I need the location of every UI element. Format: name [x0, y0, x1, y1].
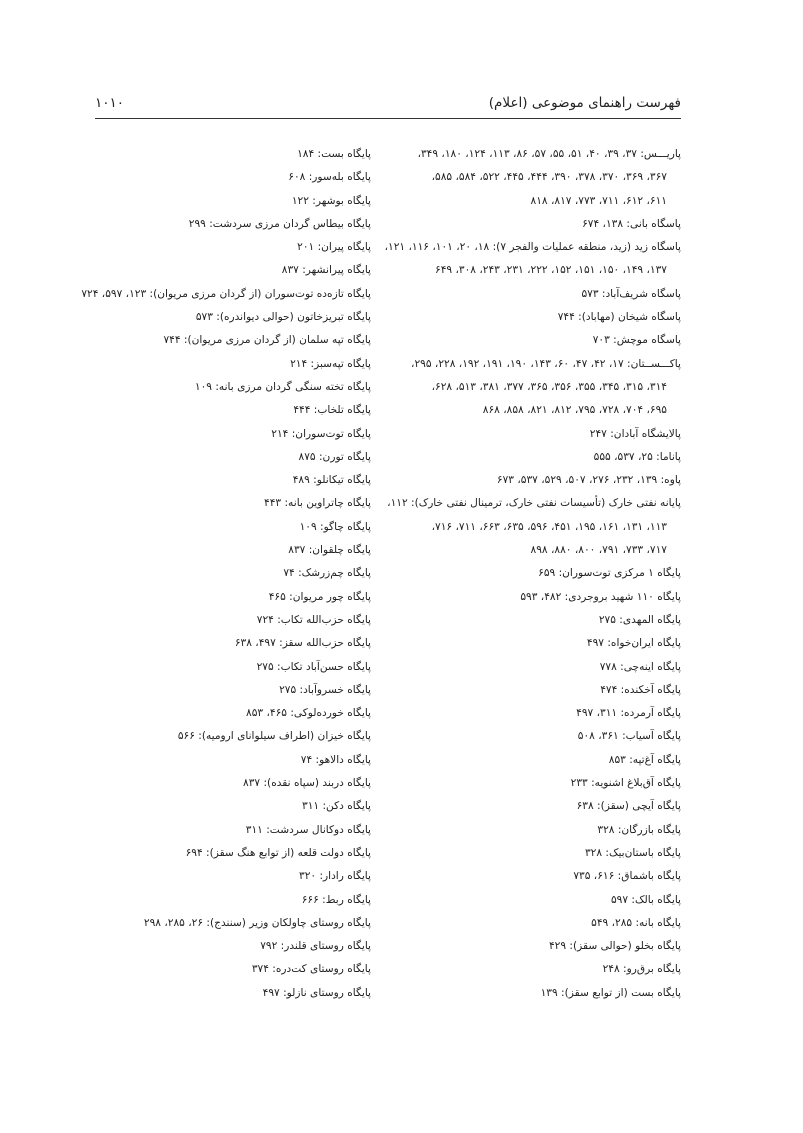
index-entry-line: پایگاه تازه‌ده توت‌سوران (از گردان مرزی مریوان): ۱۲۳، ۵۹۷، ۷۲۴: [81, 287, 371, 300]
index-entry-line: پایگاه باشماق: ۶۱۶، ۷۳۵: [573, 870, 681, 883]
index-entry-line: پایگاه توت‌سوران: ۲۱۴: [271, 427, 371, 440]
index-entry-line: پایگاه روستای چاولکان وزیر (سنندج): ۲۶، ۲۸۵، ۲۹۸: [143, 916, 371, 929]
index-entry-line: پایگاه تپه سلمان (از گردان مرزی مریوان): ۷۴۴: [163, 334, 371, 347]
index-entry: [51, 423, 371, 446]
index-entry: [381, 958, 681, 981]
index-entry: [51, 376, 371, 399]
index-entry-line: پایگاه خورده‌لوکی: ۴۶۵، ۸۵۳: [246, 707, 371, 720]
index-entry-line: پاوه: ۱۳۹، ۲۳۲، ۲۷۶، ۵۰۷، ۵۲۹، ۵۳۷، ۶۷۳: [496, 474, 681, 487]
index-entry-line: پایگاه بخلو (حوالی سقز): ۴۲۹: [548, 940, 681, 953]
index-entry-line: پایگاه تبریزخاتون (حوالی دیواندره): ۵۷۳: [195, 311, 371, 324]
index-entry-line: ۱۳۷، ۱۴۹، ۱۵۰، ۱۵۱، ۱۵۲، ۲۲۲، ۲۳۱، ۲۴۳، ۳۰۸، ۶۴۹: [435, 264, 667, 277]
index-entry: [381, 562, 681, 585]
index-entry-line: پایگاه بوشهر: ۱۲۲: [291, 194, 371, 207]
index-entry-line: پایگاه روستای نازلو: ۴۹۷: [262, 986, 371, 999]
index-entry-line: پالایشگاه آبادان: ۲۴۷: [589, 427, 681, 440]
index-entry: [51, 656, 371, 679]
index-entry-line: پایگاه دولت قلعه (از توابع هنگ سقز): ۶۹۴: [185, 846, 371, 859]
index-entry-line: پاسگاه زید (زید، منطقه عملیات والفجر ۷): ۱۸، ۲۰، ۱۰۱، ۱۱۶، ۱۲۱،: [384, 241, 681, 254]
index-entry: [381, 795, 681, 818]
index-entry: [51, 213, 371, 236]
index-entry: [381, 283, 681, 306]
index-entry-line: پاسگاه بانی: ۱۳۸، ۶۷۴: [582, 217, 681, 230]
index-entry: [51, 446, 371, 469]
index-entry: [381, 935, 681, 958]
index-entry-line: پایگاه تخته سنگی گردان مرزی بانه: ۱۰۹: [194, 380, 371, 393]
index-entry: [381, 982, 681, 1005]
index-entry-line: پاسگاه موچش: ۷۰۳: [592, 334, 681, 347]
index-column-left: [51, 143, 371, 1005]
index-entry: [51, 982, 371, 1005]
index-entry: [51, 749, 371, 772]
index-entry-line: پایگاه چور مریوان: ۴۶۵: [268, 590, 371, 603]
index-entry: [381, 492, 681, 562]
index-entry: [51, 865, 371, 888]
index-entry-line: پایگاه آرمرده: ۳۱۱، ۴۹۷: [576, 707, 681, 720]
index-entry: [51, 795, 371, 818]
index-entry-line: پایگاه دالاهو: ۷۴: [300, 753, 371, 766]
index-entry: [381, 679, 681, 702]
index-entry: [381, 725, 681, 748]
index-entry-line: پایگاه ایران‌خواه: ۴۹۷: [586, 637, 681, 650]
header-title: فهرست راهنمای موضوعی (اعلام): [488, 95, 681, 111]
index-entry-line: پایگاه حزب‌الله تکاب: ۷۲۴: [256, 613, 371, 626]
index-entry-line: ۶۱۱، ۶۱۲، ۷۱۱، ۷۷۳، ۸۱۷، ۸۱۸: [530, 194, 667, 207]
index-entry: [381, 213, 681, 236]
index-entry: [51, 632, 371, 655]
index-entry: [381, 469, 681, 492]
index-entry: [51, 772, 371, 795]
index-entry: [381, 889, 681, 912]
index-entry: [51, 190, 371, 213]
index-entry-line: پایگاه تپه‌سبز: ۲۱۴: [290, 357, 371, 370]
index-entry-line: پایگاه المهدی: ۲۷۵: [598, 613, 681, 626]
index-entry-line: پاکـــســتان: ۱۷، ۴۲، ۴۷، ۶۰، ۱۴۳، ۱۹۰، ۱۹۱، ۱۹۲، ۲۲۸، ۲۹۵،: [411, 357, 681, 370]
index-entry: [51, 353, 371, 376]
running-header: [95, 94, 681, 119]
index-entry: [51, 166, 371, 189]
index-entry-line: پایگاه چم‌زرشک: ۷۴: [283, 567, 371, 580]
index-entry-line: پایگاه خسروآباد: ۲۷۵: [279, 683, 371, 696]
index-entry: [51, 702, 371, 725]
index-entry: [51, 329, 371, 352]
index-entry-line: پایگاه پیران: ۲۰۱: [297, 241, 371, 254]
index-entry-line: پایگاه حزب‌الله سقز: ۴۹۷، ۶۳۸: [234, 637, 371, 650]
index-entry-line: پایگاه چلقوان: ۸۳۷: [288, 544, 371, 557]
index-entry: [51, 399, 371, 422]
index-entry-line: ۱۱۳، ۱۳۱، ۱۶۱، ۱۹۵، ۴۵۱، ۵۹۶، ۶۳۵، ۶۶۳، ۷۱۱، ۷۱۶،: [431, 520, 667, 533]
index-entry: [381, 143, 681, 213]
index-entry: [381, 353, 681, 423]
index-entry-line: پایگاه ۱ مرکزی توت‌سوران: ۶۵۹: [538, 567, 681, 580]
index-entry-line: پاسگاه شریف‌آباد: ۵۷۳: [581, 287, 681, 300]
index-entry: [381, 772, 681, 795]
index-entry-line: پایگاه دربند (سپاه نقده): ۸۳۷: [243, 777, 371, 790]
index-entry: [381, 749, 681, 772]
index-entry: [51, 958, 371, 981]
index-entry-line: پاناما: ۲۵، ۵۳۷، ۵۵۵: [593, 450, 681, 463]
index-entry-line: پایگاه دکن: ۳۱۱: [302, 800, 371, 813]
index-entry: [51, 539, 371, 562]
index-entry: [381, 423, 681, 446]
index-entry-line: پایگاه رادار: ۳۲۰: [299, 870, 371, 883]
index-entry: [381, 609, 681, 632]
index-entry-line: پایگاه بانه: ۲۸۵، ۵۴۹: [591, 916, 681, 929]
index-entry: [51, 306, 371, 329]
index-entry: [51, 469, 371, 492]
index-entry: [381, 912, 681, 935]
index-entry-line: پایگاه بازرگان: ۳۲۸: [597, 823, 681, 836]
index-entry-line: پایگاه ۱۱۰ شهید بروجردی: ۴۸۲، ۵۹۳: [520, 590, 681, 603]
index-entry-line: پایگاه بست: ۱۸۴: [297, 148, 371, 160]
index-column-right: [381, 143, 681, 1005]
index-entry-line: پایگاه چاتراوین بانه: ۴۴۳: [264, 497, 371, 510]
index-entry-line: پایگاه بست (از توابع سقز): ۱۳۹: [540, 986, 681, 999]
page-number: ۱۰۱۰: [95, 95, 125, 111]
index-entry-line: پایگاه آق‌بلاغ اشنویه: ۲۳۳: [570, 777, 681, 790]
index-entry: [51, 236, 371, 259]
index-entry-line: ۶۹۵، ۷۰۴، ۷۲۸، ۷۹۵، ۸۱۲، ۸۲۱، ۸۵۸، ۸۶۸: [482, 404, 667, 417]
index-entry-line: پایانه نفتی خارک (تأسیسات نفتی خارک، ترمینال نفتی خارک): ۱۱۲،: [387, 497, 681, 510]
index-entry: [381, 842, 681, 865]
index-entry-line: پایگاه برق‌رو: ۲۴۸: [602, 963, 681, 976]
index-entry: [51, 725, 371, 748]
index-entry: [381, 656, 681, 679]
index-entry-line: پایگاه اینه‌چی: ۷۷۸: [599, 660, 681, 673]
index-entry: [51, 586, 371, 609]
index-entry: [51, 912, 371, 935]
index-entry-line: پایگاه پیرانشهر: ۸۳۷: [281, 264, 371, 277]
index-entry-line: پایگاه آسیاب: ۳۶۱، ۵۰۸: [577, 730, 681, 743]
index-entry: [381, 446, 681, 469]
index-entry-line: ۳۶۷، ۳۶۹، ۳۷۰، ۳۷۸، ۳۹۰، ۴۴۴، ۴۴۵، ۵۲۲، ۵۸۴، ۵۸۵،: [431, 171, 667, 184]
index-entry-line: پایگاه بله‌سور: ۶۰۸: [288, 171, 371, 184]
index-entry: [51, 935, 371, 958]
index-entry-line: پایگاه حسن‌آباد تکاب: ۲۷۵: [256, 660, 371, 673]
index-entry: [381, 819, 681, 842]
index-entry: [51, 259, 371, 282]
index-entry: [51, 819, 371, 842]
index-entry-line: پایگاه خیزان (اطراف سیلوانای ارومیه): ۵۶۶: [177, 730, 371, 743]
index-entry: [51, 143, 371, 166]
index-entry-line: پایگاه آغ‌تپه: ۸۵۳: [608, 753, 681, 766]
index-entry-line: پاسگاه شیخان (مهاباد): ۷۴۴: [557, 311, 681, 324]
index-entry-line: پایگاه ربط: ۶۶۶: [301, 893, 371, 906]
index-entry-line: پایگاه روستای قلندر: ۷۹۲: [260, 940, 371, 953]
index-entry-line: پاریـــس: ۳۷، ۳۹، ۴۰، ۵۱، ۵۵، ۵۷، ۸۶، ۱۱۳، ۱۲۴، ۱۸۰، ۳۴۹،: [417, 148, 681, 160]
index-entry-line: پایگاه تیکانلو: ۴۸۹: [292, 474, 371, 487]
index-entry: [51, 283, 371, 306]
index-entry-line: پایگاه تلخاب: ۴۴۴: [293, 404, 371, 417]
index-entry: [381, 329, 681, 352]
index-entry-line: ۳۱۴، ۳۱۵، ۳۴۵، ۳۵۵، ۳۵۶، ۳۶۵، ۳۷۷، ۳۸۱، ۵۱۳، ۶۲۸،: [431, 380, 667, 393]
index-entry: [51, 516, 371, 539]
index-entry-line: پایگاه آخکنده: ۴۷۴: [600, 683, 681, 696]
index-entry: [381, 586, 681, 609]
index-entry: [381, 306, 681, 329]
index-entry: [51, 842, 371, 865]
index-entry: [51, 492, 371, 515]
index-entry: [381, 236, 681, 283]
index-entry-line: پایگاه باستان‌بیک: ۳۲۸: [584, 846, 681, 859]
index-entry-line: پایگاه روستای کت‌دره: ۳۷۴: [251, 963, 371, 976]
index-entry-line: پایگاه تورن: ۸۷۵: [298, 450, 371, 463]
index-entry: [381, 865, 681, 888]
index-entry: [51, 609, 371, 632]
index-entry-line: پایگاه بالک: ۵۹۷: [610, 893, 681, 906]
index-entry-line: ۷۱۷، ۷۳۳، ۷۹۱، ۸۰۰، ۸۸۰، ۸۹۸: [530, 544, 667, 557]
index-entry: [51, 562, 371, 585]
index-entry: [51, 889, 371, 912]
index-entry-line: پایگاه چاگو: ۱۰۹: [299, 520, 371, 533]
index-entry: [51, 679, 371, 702]
index-entry-line: پایگاه بیطاس گردان مرزی سردشت: ۲۹۹: [188, 217, 371, 230]
index-entry-line: پایگاه آیچی (سقز): ۶۳۸: [576, 800, 681, 813]
index-entry-line: پایگاه دوکانال سردشت: ۳۱۱: [245, 823, 371, 836]
index-entry: [381, 632, 681, 655]
index-entry: [381, 702, 681, 725]
